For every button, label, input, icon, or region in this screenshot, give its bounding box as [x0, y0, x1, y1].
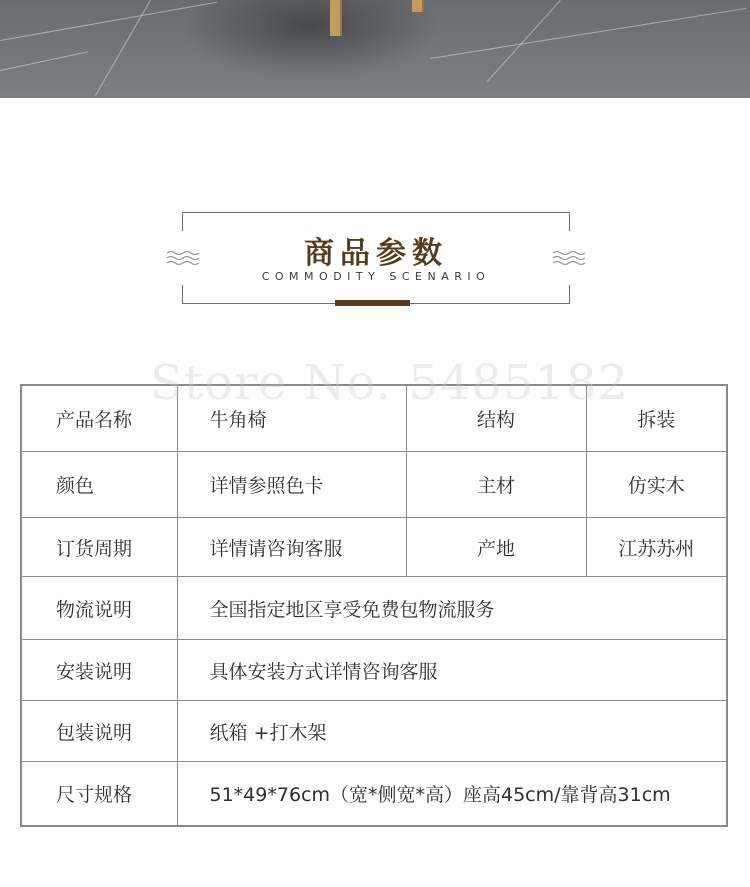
- chair-leg: [330, 0, 342, 36]
- spec-value: 牛角椅: [177, 385, 406, 452]
- spec-value: 全国指定地区享受免费包物流服务: [177, 577, 727, 640]
- table-row: [21, 701, 727, 762]
- spec-label: 尺寸规格: [21, 762, 177, 827]
- title-underline-bar: [335, 300, 410, 306]
- floor-tile-line: [486, 0, 560, 82]
- section-title: 商品参数: [304, 236, 448, 271]
- section-subtitle: COMMODITY SCENARIO: [261, 270, 491, 283]
- table-row: [21, 518, 727, 577]
- table-row: [21, 640, 727, 701]
- spec-label: 主材: [406, 452, 586, 518]
- table-row: [21, 385, 727, 452]
- spec-value: 详情请咨询客服: [177, 518, 406, 577]
- table-row: [21, 577, 727, 640]
- spec-label: 产品名称: [21, 385, 177, 452]
- product-photo: [0, 0, 750, 98]
- chair-shadow: [180, 0, 440, 80]
- floor-tile-line: [430, 8, 746, 59]
- spec-label: 订货周期: [21, 518, 177, 577]
- spec-label: 产地: [406, 518, 586, 577]
- floor-tile-line: [95, 0, 151, 96]
- table-row: [21, 762, 727, 827]
- spec-label: 颜色: [21, 452, 177, 518]
- table-row: [21, 452, 727, 518]
- spec-value: 具体安装方式详情咨询客服: [177, 640, 727, 701]
- spec-table: [20, 384, 728, 827]
- spec-value: 拆装: [586, 385, 727, 452]
- store-watermark: Store No. 5485182: [150, 355, 630, 411]
- floor-tile-line: [0, 51, 88, 71]
- spec-label: 物流说明: [21, 577, 177, 640]
- spec-value: 纸箱 +打木架: [177, 701, 727, 762]
- spec-value: 仿实木: [586, 452, 727, 518]
- spec-label: 结构: [406, 385, 586, 452]
- spec-label: 安装说明: [21, 640, 177, 701]
- chair-leg: [412, 0, 424, 12]
- spec-value: 51*49*76cm（宽*侧宽*高）座高45cm/靠背高31cm: [177, 762, 727, 827]
- spec-label: 包装说明: [21, 701, 177, 762]
- spec-value: 详情参照色卡: [177, 452, 406, 518]
- spec-value: 江苏苏州: [586, 518, 727, 577]
